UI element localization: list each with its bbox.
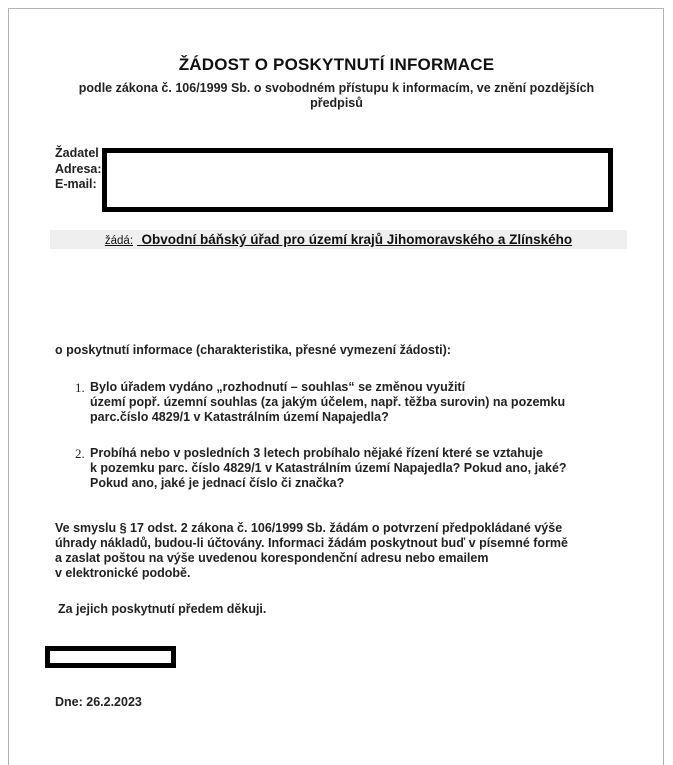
request-item-1-line-3: parc.číslo 4829/1 v Katastrálním území Napajedla? [90,410,389,424]
request-item-1-number: 1. [75,380,85,395]
closing-paragraph-line-1: Ve smyslu § 17 odst. 2 zákona č. 106/1999 Sb. žádám o potvrzení předpokládané výše [55,521,563,535]
date-line: Dne: 26.2.2023 [55,695,142,709]
applicant-labels [55,146,102,193]
request-item-2-text [90,446,567,491]
closing-paragraph-line-4: v elektronické podobě. [55,566,191,580]
addressee-line [105,231,572,248]
request-item-2-number: 2. [75,446,85,461]
request-item-2-line-2: k pozemku parc. číslo 4829/1 v Katastrálním území Napajedla? Pokud ano, jaké? [90,461,567,475]
request-item-2-line-3: Pokud ano, jaké je jednací číslo či značka? [90,476,345,490]
addressee-authority: Obvodní báňský úřad pro území krajů Jihomoravského a Zlínského [141,232,573,247]
document-subtitle [0,81,673,110]
subtitle-line-1: podle zákona č. 106/1999 Sb. o svobodném přístupu k informacím, ve znění pozdějších [78,81,595,95]
applicant-label-zadatel: Žadatel [55,146,99,160]
applicant-label-email: E-mail: [55,177,97,191]
request-item-1-text [90,380,565,425]
addressee-prefix: žádá: [104,235,134,247]
thanks-line: Za jejich poskytnutí předem děkuji. [58,602,267,616]
applicant-redaction-box [102,148,613,212]
closing-paragraph-line-2: úhrady nákladů, budou-li účtovány. Informaci žádám poskytnout buď v písemné formě [55,536,568,550]
request-intro: o poskytnutí informace (charakteristika, přesné vymezení žádosti): [55,343,451,357]
request-item-1-line-2: území popř. územní souhlas (za jakým účelem, např. těžba surovin) na pozemku [90,395,566,409]
document-title: ŽÁDOST O POSKYTNUTÍ INFORMACE [178,55,495,74]
subtitle-line-2: předpisů [310,95,363,110]
closing-paragraph [55,521,568,581]
applicant-label-adresa: Adresa: [55,161,102,176]
signature-redaction-box [45,646,176,668]
addressee-bar [50,230,627,249]
request-item-2-line-1: Probíhá nebo v posledních 3 letech probíhalo nějaké řízení které se vztahuje [90,446,543,460]
closing-paragraph-line-3: a zaslat poštou na výše uvedenou korespondenční adresu nebo emailem [55,551,489,565]
request-item-1-line-1: Bylo úřadem vydáno „rozhodnutí – souhlas“ se změnou využití [90,380,466,394]
